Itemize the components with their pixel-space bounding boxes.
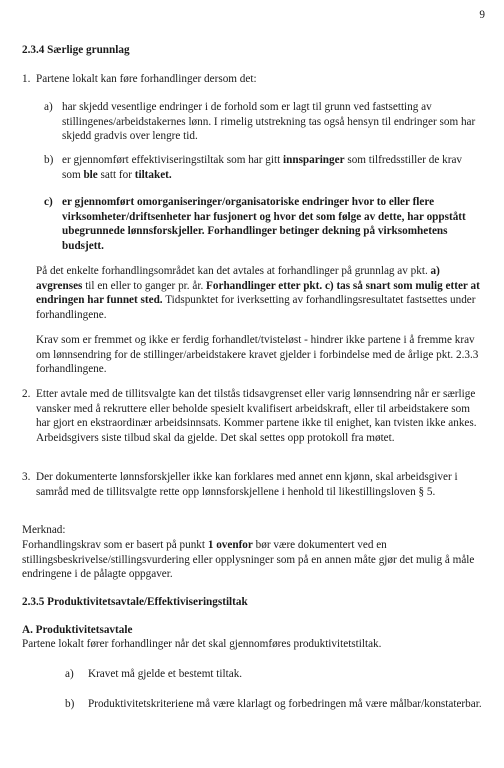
- merknad-bold-1: 1 ovenfor: [207, 539, 253, 551]
- item-1b-text-1: er gjennomført effektiviseringstiltak som har gitt: [62, 154, 284, 166]
- subsection-heading-a: A. Produktivitetsavtale: [22, 624, 133, 636]
- section-heading-2-3-5: 2.3.5 Produktivitetsavtale/Effektiviseringstiltak: [22, 596, 248, 608]
- para1-text-1: På det enkelte forhandlingsområdet kan det avtales at forhandlinger på grunnlag av pkt.: [36, 265, 431, 277]
- item-1-paragraph-2: Krav som er fremmet og ikke er ferdig forhandlet/tvisteløst - hindrer ikke partene i å fremme krav om lønnsendring for de stillinger/arbeidstakere kravet gjelder i forbindelse med de årlige pkt. 2.3.3 forhandlingene.: [36, 334, 479, 376]
- page-number: 9: [479, 9, 485, 21]
- merknad-text-1: Forhandlingskrav som er basert på punkt: [22, 539, 208, 551]
- merknad-text: [22, 538, 482, 582]
- item-1b-text: [62, 153, 482, 182]
- item-1b-bold-2: ble: [83, 168, 98, 181]
- section-heading-2-3-4: 2.3.4 Særlige grunnlag: [22, 44, 130, 56]
- item-1b-text-2: som tilfredsstiller de krav som: [62, 154, 463, 181]
- subsection-a-item-b-text: Produktivitetskriteriene må være klarlagt og forbedringen må være målbar/konstaterbar.: [88, 698, 482, 710]
- item-1-number: 1.: [22, 73, 31, 85]
- item-1a-label: a): [44, 101, 53, 113]
- para1-text-2: til en eller to ganger pr. år.: [82, 279, 207, 292]
- item-1b-bold-3: tiltaket.: [134, 168, 172, 181]
- subsection-a-item-b-label: b): [65, 698, 75, 710]
- item-1c-text: er gjennomført omorganiseringer/organisatoriske endringer hvor to eller flere virksomheter/driftsenheter har fusjonert og hvor det som følge av dette, har oppstått ubegrunnede lønnsforskjeller. Forhandlinger betinger dekning på virksomhetens budsjett.: [62, 196, 466, 252]
- item-2-text: Etter avtale med de tillitsvalgte kan det tilstås tidsavgrenset eller varig lønnsendring når er særlige vansker med å rekruttere eller beholde spesielt kvalifisert arbeidskraft, eller til arbeidstakere som har gjort en ekstraordinær arbeidsinnsats. Kommer partene ikke til enighet, kan tvisten ikke ankes. Arbeidsgivers siste tilbud skal da gjelde. Det skal settes opp protokoll fra møtet.: [36, 388, 477, 444]
- para1-text-3: Tidspunktet for iverksetting av forhandlingsresultatet fastsettes under forhandlingene.: [36, 294, 476, 321]
- item-2-number: 2.: [22, 388, 31, 400]
- para1-bold-1: a) avgrenses: [36, 265, 440, 292]
- subsection-a-text: Partene lokalt fører forhandlinger når det skal gjennomføres produktivitetstiltak.: [22, 638, 382, 650]
- item-1a-text: har skjedd vesentlige endringer i de forhold som er lagt til grunn ved fastsetting av stillingenes/arbeidstakernes lønn. I rimelig utstrekning tas også hensyn til endringer som har skjedd gradvis over lengre tid.: [62, 101, 476, 143]
- para1-bold-2: Forhandlinger etter pkt. c) tas så snart som mulig etter at endringen har funnet sted.: [36, 279, 480, 307]
- merknad-title: Merknad:: [22, 524, 66, 536]
- item-1b-label: b): [44, 154, 54, 166]
- item-1b-bold-1: innsparinger: [283, 154, 345, 166]
- item-1-text: Partene lokalt kan føre forhandlinger dersom det:: [36, 73, 257, 85]
- item-1b-text-3: satt for: [97, 168, 135, 181]
- subsection-a-item-a-text: Kravet må gjelde et bestemt tiltak.: [88, 668, 243, 680]
- item-1-paragraph-1: [36, 264, 482, 322]
- merknad-text-2: bør være dokumentert ved en stillingsbeskrivelse/stillingsvurdering eller opplysninger som på en annen måte gjør det mulig å måle endringene i de pålagte oppgaver.: [22, 539, 475, 581]
- item-3-number: 3.: [22, 471, 31, 483]
- item-1c-label: c): [44, 196, 53, 208]
- item-3-text: Der dokumenterte lønnsforskjeller ikke kan forklares med annet enn kjønn, skal arbeidsgiver i samråd med de tillitsvalgte rette opp lønnsforskjellene i henhold til likestillingsloven § 5.: [36, 471, 458, 498]
- subsection-a-item-a-label: a): [65, 668, 74, 680]
